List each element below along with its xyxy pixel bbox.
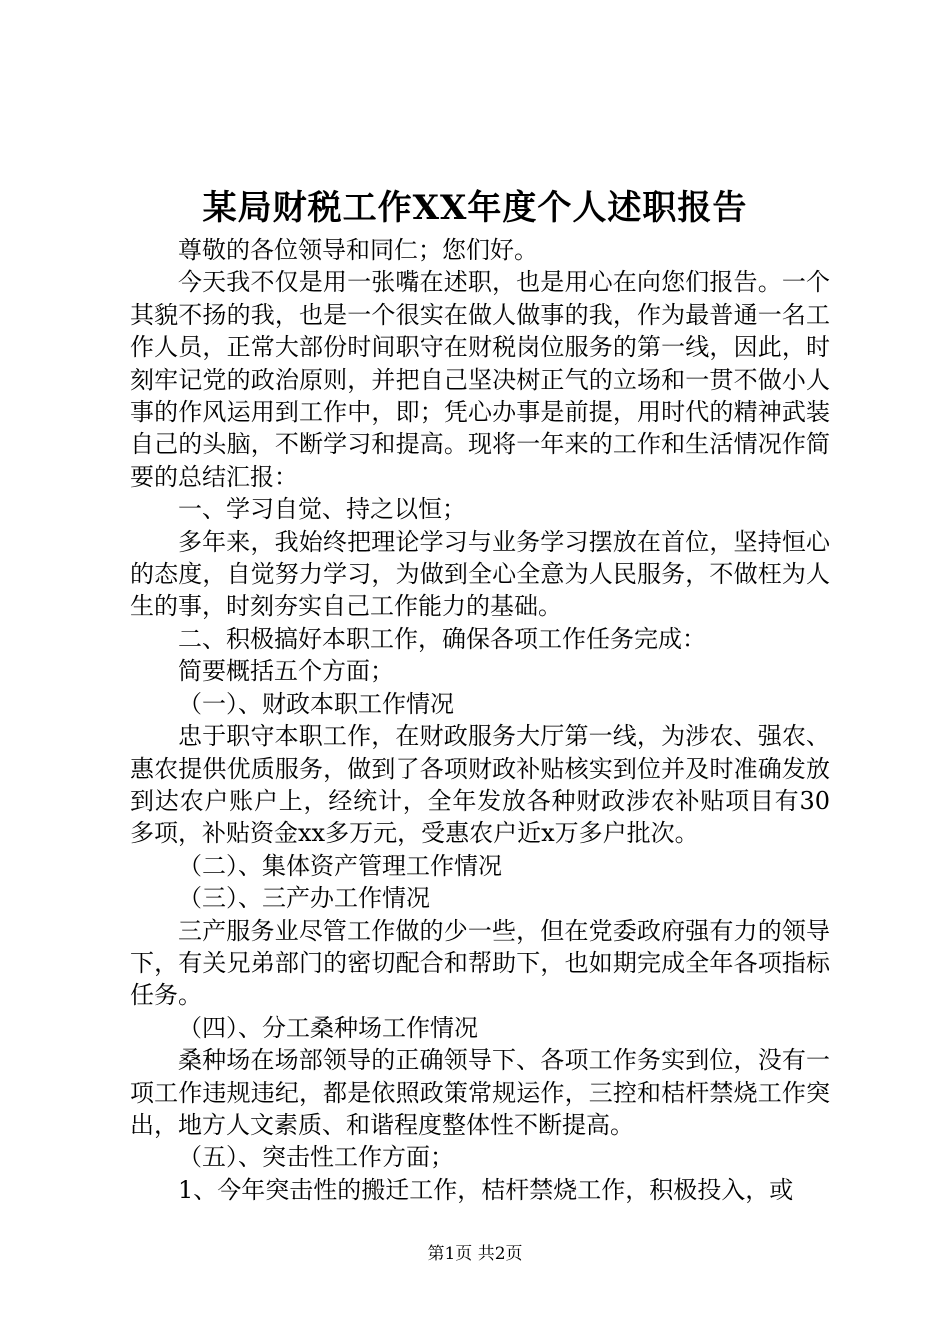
paragraph-farm: 桑种场在场部领导的正确领导下、各项工作务实到位，没有一项工作违规违纪，都是依照政策常规运作，三控和桔杆禁烧工作突出，地方人文素质、和谐程度整体性不断提高。 [130,1046,830,1139]
paragraph-finance: 忠于职守本职工作，在财政服务大厅第一线，为涉农、强农、惠农提供优质服务，做到了各项财政补贴核实到位并及时准确发放到达农户账户上，经统计，全年发放各种财政涉农补贴项目有30多项，补贴资金xx多万元，受惠农户近x万多户批次。 [130,722,830,848]
document-body [130,234,830,1206]
paragraph-study: 多年来，我始终把理论学习与业务学习摆放在首位，坚持恒心的态度，自觉努力学习，为做到全心全意为人民服务，不做枉为人生的事，时刻夯实自己工作能力的基础。 [130,527,830,621]
paragraph-greeting: 尊敬的各位领导和同仁；您们好。 [178,236,538,264]
subsection-heading-2: （二）、集体资产管理工作情况 [178,851,502,880]
paragraph-intro: 今天我不仅是用一张嘴在述职，也是用心在向您们报告。一个其貌不扬的我，也是一个很实在做人做事的我，作为最普通一名工作人员，正常大部份时间职守在财税岗位服务的第一线，因此，时刻牢记党的政治原则，并把自己坚决树正气的立场和一贯不做小人事的作风运用到工作中，即；凭心办事是前提，用时代的精神武装自己的头脑，不断学习和提高。现将一年来的工作和生活情况作简要的总结汇报： [130,268,830,491]
page-footer: 第1页 共2页 [427,1244,523,1264]
section-heading-2: 二、积极搞好本职工作，确保各项工作任务完成： [178,624,706,653]
subsection-heading-3: （三）、三产办工作情况 [178,884,430,913]
section-heading-1: 一、学习自觉、持之以恒； [178,495,466,524]
subsection-heading-5: （五）、突击性工作方面； [178,1143,454,1172]
paragraph-summary: 简要概括五个方面； [178,657,394,686]
paragraph-tertiary: 三产服务业尽管工作做的少一些，但在党委政府强有力的领导下，有关兄弟部门的密切配合和帮助下，也如期完成全年各项指标任务。 [130,916,830,1010]
document-title: 某局财税工作XX年度个人述职报告 [202,188,748,228]
subsection-heading-4: （四）、分工桑种场工作情况 [178,1013,478,1042]
subsection-heading-1: （一）、财政本职工作情况 [178,689,454,718]
paragraph-urgent: 1、今年突击性的搬迁工作，桔杆禁烧工作，积极投入，或 [178,1175,794,1204]
